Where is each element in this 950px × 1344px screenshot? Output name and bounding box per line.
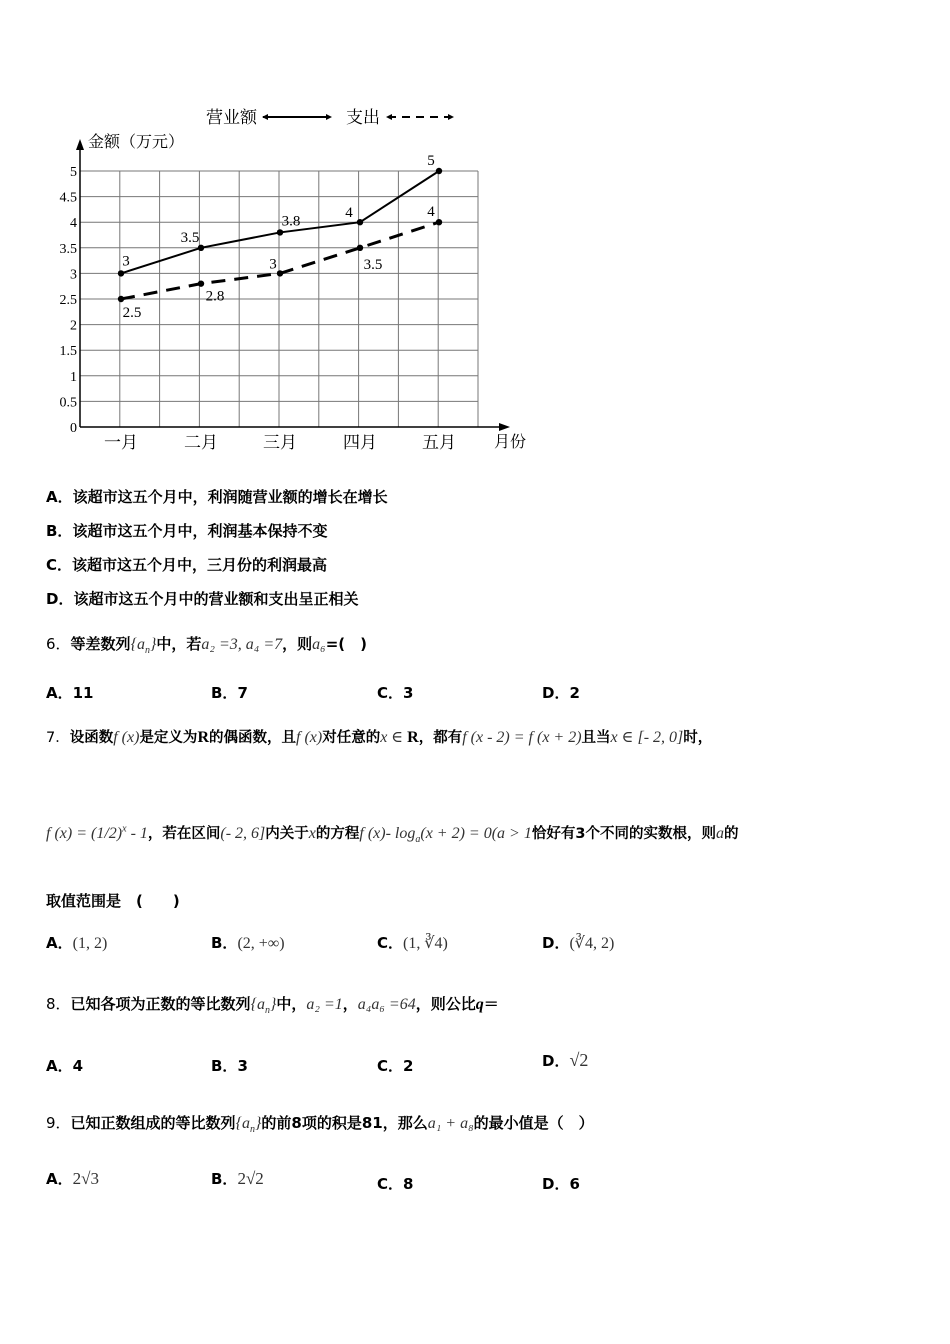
legend-arrow-revenue-left [262,114,268,120]
q9-text-5: 的最小值是（ ） [473,1114,594,1132]
option-letter: C． [377,1057,404,1075]
q7-x-var: x [308,825,316,842]
option-value: 3 [403,684,414,702]
chart-legend [206,108,454,128]
data-point [277,270,283,276]
q7-text-6: 且当 [581,730,611,746]
chart-axes [76,132,526,451]
seq-close: } [149,636,157,653]
y-tick-label: 3.5 [59,241,77,257]
option-value: (1, ∛4) [403,935,448,952]
q9-expression: a₁ + a₈ [427,1115,474,1132]
x-tick-label: 四月 [343,433,377,453]
chart-grid [80,171,478,427]
data-point [436,168,442,174]
option-letter: C． [46,556,73,574]
q7-text-10: 的方程 [315,826,360,842]
q9-text-2: 的前 [261,1114,292,1132]
q7-option-d[interactable] [542,932,614,953]
option-letter: A． [46,934,73,952]
q7-equation: f (x - 2) = f (x + 2) [462,729,582,746]
q8-text-2: 中， [276,995,307,1013]
q5-option-d[interactable] [46,588,358,609]
x-tick-label: 三月 [263,433,297,453]
option-value: √2 [569,1050,589,1070]
data-point [357,219,363,225]
option-letter: D． [542,1052,570,1070]
y-tick-label: 2 [70,318,77,334]
q7-fdef-tail: - 1 [126,825,148,842]
data-label: 3.5 [363,256,383,273]
q7-equation-2 [359,825,532,846]
option-value: 2√2 [237,1169,264,1188]
q8-option-b[interactable] [211,1055,248,1076]
option-value: (1, 2) [72,935,108,952]
q8-stem [46,993,499,1016]
q7-option-b[interactable] [211,932,285,953]
q7-text-7: 时， [683,730,713,746]
legend-arrow-expense-right [448,114,454,120]
q7-x-in: x ∈ [380,729,408,746]
option-letter: C． [377,934,404,952]
q9-eight: 8 [291,1114,302,1132]
q7-option-c[interactable] [377,932,448,953]
q9-text-1: 已知正数组成的等比数列 [70,1114,236,1132]
chart-series [118,153,442,321]
q8-option-c[interactable] [377,1055,413,1076]
q7-text-12: 个不同的实数根，则 [585,826,716,842]
option-letter: B． [46,522,73,540]
data-label: 2.8 [205,288,225,305]
q5-option-c[interactable] [46,554,327,575]
q8-text-5: ＝ [483,995,499,1013]
option-letter: B． [211,1057,238,1075]
option-letter: D． [542,684,570,702]
legend-label-revenue: 营业额 [206,108,257,128]
q7-fdef [46,825,148,842]
data-label: 3.5 [180,229,200,246]
q7-fx-2: f (x) [296,729,323,746]
option-text: 该超市这五个月中，利润基本保持不变 [72,522,328,540]
q7-text-8: ，若在区间 [147,826,221,842]
q5-option-b[interactable] [46,520,327,541]
y-tick-label: 2.5 [59,293,77,308]
q7-text-1: 设函数 [69,730,114,746]
q9-stem [46,1112,594,1135]
x-tick-label: 一月 [104,433,138,453]
option-letter: A． [46,684,73,702]
option-letter: A． [46,1170,73,1188]
data-point [436,219,442,225]
q6-text-1: 等差数列 [70,635,131,653]
seq-sub: n [249,1124,255,1136]
y-tick-label: 3 [70,267,77,283]
q8-text-1: 已知各项为正数的等比数列 [70,995,251,1013]
q7-interval-2: (- 2, 6] [220,825,266,842]
sequence-an [130,636,157,657]
option-value: 2 [403,1057,414,1075]
q9-option-d[interactable] [542,1173,580,1194]
x-tick-label: 二月 [184,433,218,453]
q7-text-2: 是定义为 [139,730,198,746]
q7-text-5: ，都有 [418,730,463,746]
x-axis-title: 月份 [494,432,527,451]
q8-text-4: ，则公比 [415,995,476,1013]
sequence-an [250,996,277,1017]
y-tick-label: 1.5 [59,344,77,360]
q6-text-2: 中，若 [156,635,202,653]
chart-ticks [60,165,457,453]
option-value: 8 [403,1175,414,1193]
sequence-an [235,1115,262,1136]
seq-open: {a [250,996,265,1013]
q9-text-4: ，那么 [382,1114,428,1132]
q7-text-13: 的 [723,826,739,842]
data-label: 5 [427,153,435,169]
data-point [118,270,124,276]
seq-sub: n [264,1005,270,1017]
legend-arrow-revenue-right [326,114,332,120]
x-tick-label: 五月 [422,433,456,453]
option-letter: D． [542,934,570,952]
q7-fdef-base: f (x) = (1/2) [46,825,123,842]
y-tick-label: 0.5 [59,395,77,411]
y-tick-label: 4 [70,216,77,232]
question-number: 9． [46,1114,71,1132]
q7-text-9: 内关于 [265,826,309,842]
q7-a-var: a [715,825,724,842]
seq-open: {a [130,636,145,653]
q6-text-3: ，则 [282,635,313,653]
q6-option-b[interactable] [211,682,248,703]
q6-target: a₆ [312,636,326,653]
option-value: 7 [237,684,248,702]
q8-condition-1: a₂ =1 [306,996,343,1013]
y-axis-arrow [76,139,84,150]
seq-open: {a [235,1115,250,1132]
seq-close: } [269,996,277,1013]
q8-option-d[interactable] [542,1050,588,1071]
q7-three: 3 [575,826,586,842]
option-letter: C． [377,1175,404,1193]
q9-option-b[interactable] [211,1168,264,1189]
data-point [198,280,204,286]
q7-text-4: 对任意的 [322,730,381,746]
question-number: 8． [46,995,71,1013]
data-point [357,245,363,251]
option-letter: B． [211,934,238,952]
q6-stem [46,633,367,656]
option-letter: B． [211,1170,238,1188]
q7-text-3: 的偶函数，且 [209,730,296,746]
q7-option-a[interactable] [46,932,107,953]
q9-option-a[interactable] [46,1168,99,1189]
q5-option-a[interactable] [46,486,388,507]
option-value: 11 [72,684,94,702]
q9-option-c[interactable] [377,1173,413,1194]
seq-close: } [254,1115,262,1132]
data-point [277,229,283,235]
q9-text-3: 项的积是 [301,1114,362,1132]
q7-real-set-2: R [407,729,419,746]
option-value: (2, +∞) [237,935,285,952]
q7-stem-line1 [46,726,712,747]
question-number: 7． [46,730,70,746]
q7-text-14: 取值范围是 ( ) [46,892,180,910]
q7-fx-1: f (x) [113,729,140,746]
y-axis-title: 金额（万元） [88,132,185,151]
option-letter: A． [46,488,73,506]
option-value: 4 [72,1057,84,1075]
question-number: 6． [46,635,71,653]
option-letter: D． [46,590,74,608]
q6-text-4: =( ) [325,635,367,653]
option-value: 6 [569,1175,580,1193]
data-label: 3 [269,256,277,273]
line-chart [0,90,560,460]
legend-arrow-expense-left [386,114,392,120]
option-letter: A． [46,1057,73,1075]
data-label: 3.8 [281,213,301,230]
data-label: 4 [345,205,353,222]
seq-sub: n [144,645,150,657]
q7-text-11: 恰好有 [531,826,576,842]
y-tick-label: 5 [70,165,77,180]
q7-fdef-exp: x [122,823,127,835]
q6-condition: a₂ =3, a₄ =7 [201,636,283,653]
y-tick-label: 4.5 [59,190,77,206]
q6-option-a[interactable] [46,682,93,703]
q6-option-d[interactable] [542,682,580,703]
y-tick-label: 1 [70,369,77,385]
option-value: 3 [237,1057,248,1075]
option-text: 该超市这五个月中，利润随营业额的增长在增长 [72,488,388,506]
y-tick-label: 0 [70,421,77,436]
q7-stem-line2 [46,822,738,845]
q6-option-c[interactable] [377,682,413,703]
data-label: 4 [427,204,435,221]
option-letter: D． [542,1175,570,1193]
option-letter: B． [211,684,238,702]
option-value: (∛4, 2) [569,935,615,952]
data-label: 2.5 [122,305,142,321]
option-text: 该超市这五个月中的营业额和支出呈正相关 [73,590,359,608]
option-text: 该超市这五个月中，三月份的利润最高 [72,556,328,574]
q9-eightyone: 81 [361,1114,383,1132]
q7-stem-line3 [46,890,180,911]
q7-eq2-tail: (x + 2) = 0(a > 1 [420,825,532,842]
q7-eq2-sub: a [415,834,421,846]
option-letter: C． [377,684,404,702]
q8-text-3: ， [342,995,358,1013]
option-value: 2√3 [72,1169,99,1188]
q7-interval: x ∈ [- 2, 0] [610,729,684,746]
data-label: 3 [122,253,130,270]
q7-real-set: R [197,729,209,746]
legend-label-expense: 支出 [346,108,380,128]
q7-eq2-head: f (x)- log [359,825,416,842]
q8-q-var: q [475,996,484,1013]
q8-option-a[interactable] [46,1055,83,1076]
data-point [118,296,124,302]
q8-condition-2: a₄a₆ =64 [357,996,416,1013]
option-value: 2 [569,684,580,702]
x-axis-arrow [499,423,510,431]
